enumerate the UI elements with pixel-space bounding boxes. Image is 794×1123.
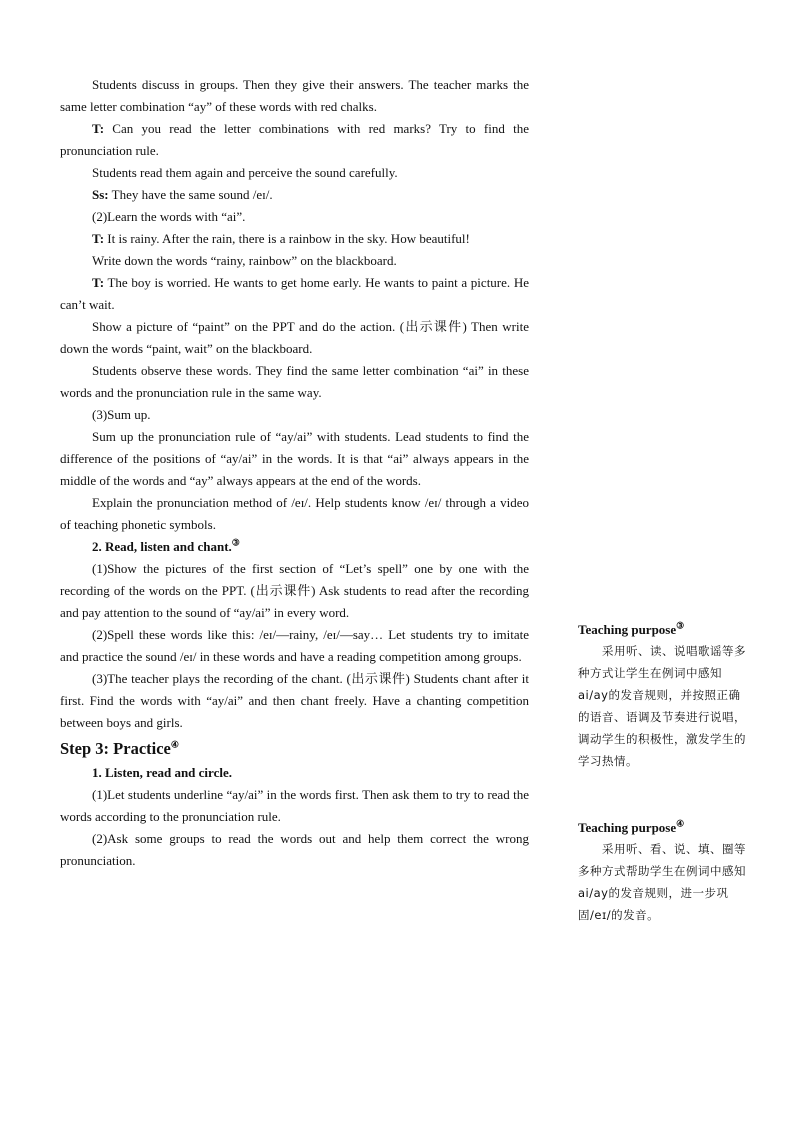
dialogue-line — [60, 184, 529, 206]
teaching-purpose-note — [578, 818, 748, 926]
footnote-mark: ③ — [231, 537, 240, 548]
footnote-mark: ③ — [676, 620, 685, 631]
footnote-mark: ④ — [676, 818, 685, 829]
paragraph: Explain the pronunciation method of /eɪ/. Help students know /eɪ/ through a video of teaching phonetic symbols. — [60, 495, 529, 532]
main-content — [60, 74, 529, 872]
note-text: 采用听、看、说、填、圈等多种方式帮助学生在例词中感知ai/ay的发音规则，进一步巩固/eɪ/的发音。 — [578, 842, 746, 922]
paragraph: Students read them again and perceive the sound carefully. — [92, 165, 398, 180]
note-text: 采用听、读、说唱歌谣等多种方式让学生在例词中感知ai/ay的发音规则，并按照正确的语音、语调及节奏进行说唱，调动学生的积极性，激发学生的学习热情。 — [578, 644, 746, 768]
section-heading-text: 2. Read, listen and chant. — [92, 539, 232, 554]
note-title — [578, 818, 748, 838]
speaker-label: Ss: — [92, 187, 109, 202]
teaching-purpose-note — [578, 620, 748, 772]
footnote-mark: ④ — [170, 739, 179, 750]
section-heading — [60, 536, 529, 558]
paragraph: (3)Sum up. — [92, 407, 151, 422]
paragraph: (2)Ask some groups to read the words out and help them correct the wrong pronunciation. — [60, 831, 529, 868]
paragraph: (2)Learn the words with “ai”. — [92, 209, 246, 224]
paragraph: (3)The teacher plays the recording of the chant. (出示课件) Students chant after it first. Find the words with “ay/ai” and then chant freely. Have a chanting competition between boys and girls. — [60, 671, 529, 730]
paragraph: Sum up the pronunciation rule of “ay/ai” with students. Lead students to find the difference of the positions of “ay/ai” in the words. It is that “ai” always appears in the middle of the words and “ay” always appears at the end of the words. — [60, 429, 529, 488]
paragraph: (1)Show the pictures of the first section of “Let’s spell” one by one with the recording of the words on the PPT. (出示课件) Ask students to read after the recording and pay attention to the sound of “ay/ai” in every word. — [60, 561, 529, 620]
dialogue-text: The boy is worried. He wants to get home early. He wants to paint a picture. He can’t wait. — [60, 275, 529, 312]
speaker-label: T: — [92, 231, 105, 246]
paragraph: Show a picture of “paint” on the PPT and do the action. (出示课件) Then write down the words “paint, wait” on the blackboard. — [60, 319, 529, 356]
dialogue-text: They have the same sound /eɪ/. — [108, 187, 273, 202]
dialogue-line — [60, 228, 529, 250]
step-heading-text: Step 3: Practice — [60, 739, 171, 758]
paragraph: Write down the words “rainy, rainbow” on the blackboard. — [92, 253, 397, 268]
dialogue-text: Can you read the letter combinations with red marks? Try to find the pronunciation rule. — [60, 121, 529, 158]
paragraph: Students observe these words. They find the same letter combination “ai” in these words and the pronunciation rule in the same way. — [60, 363, 529, 400]
dialogue-text: It is rainy. After the rain, there is a rainbow in the sky. How beautiful! — [104, 231, 470, 246]
step-heading — [60, 736, 529, 762]
paragraph: Students discuss in groups. Then they give their answers. The teacher marks the same letter combination “ay” of these words with red chalks. — [60, 77, 529, 114]
note-title-text: Teaching purpose — [578, 622, 677, 637]
speaker-label: T: — [92, 275, 105, 290]
section-heading: 1. Listen, read and circle. — [92, 765, 232, 780]
note-title-text: Teaching purpose — [578, 820, 677, 835]
dialogue-line — [60, 272, 529, 316]
paragraph: (2)Spell these words like this: /eɪ/—rainy, /eɪ/—say… Let students try to imitate and practice the sound /eɪ/ in these words and have a reading competition among groups. — [60, 627, 529, 664]
speaker-label: T: — [92, 121, 105, 136]
paragraph: (1)Let students underline “ay/ai” in the words first. Then ask them to try to read the words according to the pronunciation rule. — [60, 787, 529, 824]
dialogue-line — [60, 118, 529, 162]
note-title — [578, 620, 748, 640]
